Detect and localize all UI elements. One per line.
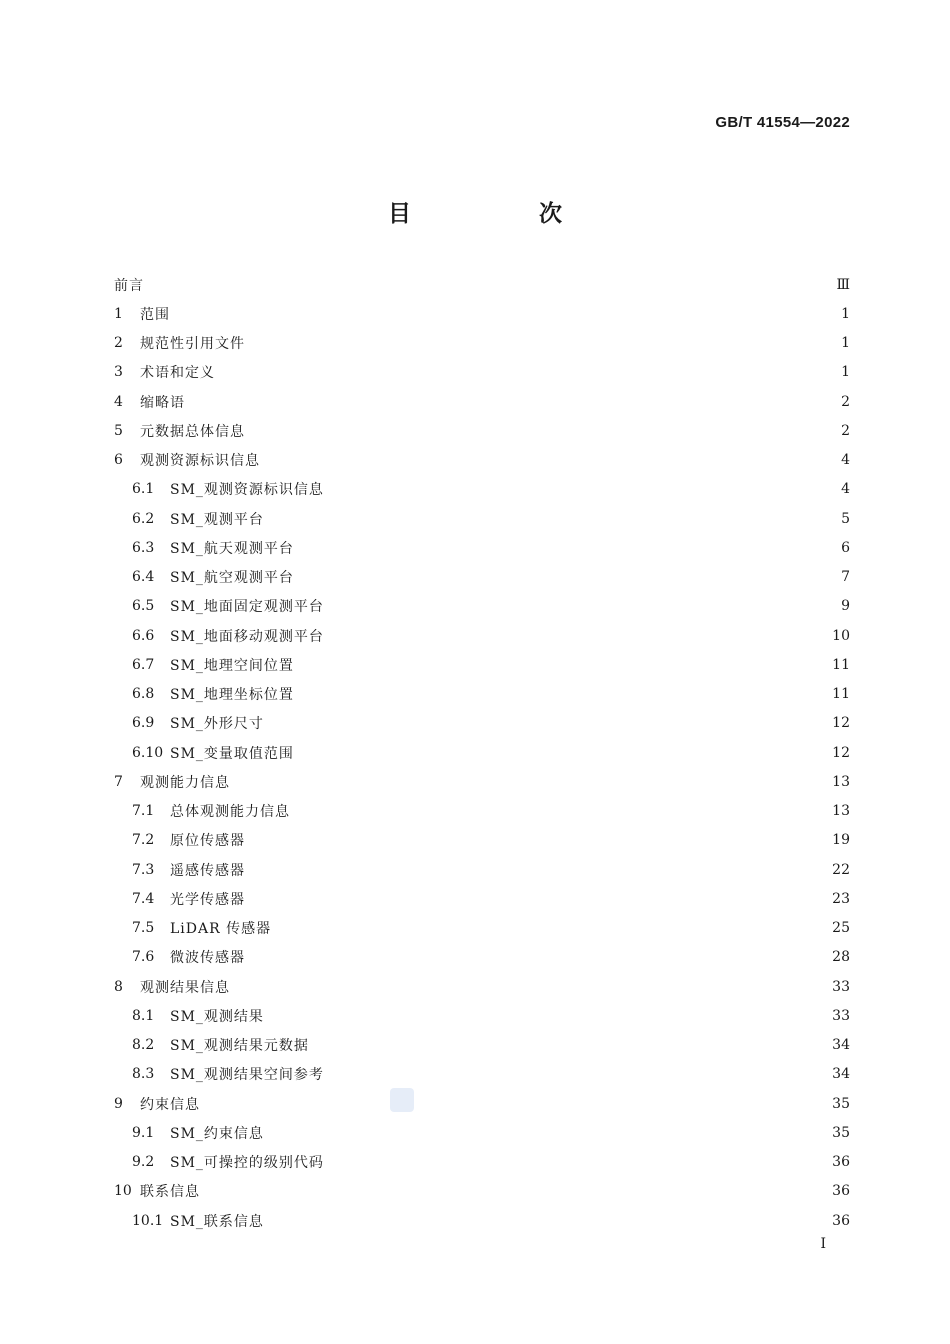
toc-entry[interactable] — [114, 563, 850, 592]
toc-entry-page: 11 — [832, 686, 850, 703]
toc-entry[interactable] — [114, 855, 850, 884]
toc-entry-number: 3 — [114, 364, 123, 381]
toc-entry-title: SM_观测平台 — [170, 511, 264, 528]
toc-entry-page: 1 — [841, 305, 850, 322]
toc-entry-number: 7.1 — [132, 803, 155, 820]
toc-entry[interactable] — [114, 1089, 850, 1118]
toc-entry-title: LiDAR 传感器 — [170, 921, 272, 938]
toc-dot-leader — [332, 629, 824, 643]
toc-dot-leader — [238, 775, 824, 789]
toc-entry-title: SM_地面固定观测平台 — [170, 599, 324, 616]
toc-entry-title: SM_地理空间位置 — [170, 657, 294, 674]
toc-entry-page: 9 — [841, 598, 850, 615]
toc-entry-number: 6.7 — [132, 656, 155, 673]
toc-entry-title: 遥感传感器 — [170, 862, 245, 879]
toc-entry-number: 6 — [114, 452, 123, 469]
toc-entry[interactable] — [114, 621, 850, 650]
toc-entry-title: 光学传感器 — [170, 891, 245, 908]
toc-dot-leader — [332, 1067, 824, 1081]
toc-entry-page: 1 — [841, 364, 850, 381]
toc-dot-leader — [193, 395, 828, 409]
toc-dot-leader — [238, 980, 824, 994]
toc-entry-page: 33 — [832, 978, 850, 995]
toc-entry[interactable] — [114, 884, 850, 913]
toc-entry[interactable] — [114, 1118, 850, 1147]
watermark-logo — [390, 1088, 414, 1112]
toc-entry[interactable] — [114, 475, 850, 504]
toc-dot-leader — [253, 892, 824, 906]
toc-dot-leader — [302, 541, 828, 555]
toc-entry-number: 8.2 — [132, 1037, 155, 1054]
toc-entry-title: 观测资源标识信息 — [140, 453, 260, 470]
toc-entry[interactable] — [114, 1177, 850, 1206]
toc-entry[interactable] — [114, 709, 850, 738]
toc-dot-leader — [208, 1184, 824, 1198]
toc-entry-page: 36 — [832, 1212, 850, 1229]
toc-entry-number: 8.1 — [132, 1007, 155, 1024]
toc-entry-title: SM_航天观测平台 — [170, 540, 294, 557]
toc-entry-number: 6.2 — [132, 510, 155, 527]
toc-entry[interactable] — [114, 1031, 850, 1060]
toc-entry-page: 13 — [832, 803, 850, 820]
toc-entry-title: SM_观测结果 — [170, 1008, 264, 1025]
toc-entry-number: 8.3 — [132, 1066, 155, 1083]
toc-entry-page: 6 — [841, 539, 850, 556]
toc-entry-number: 6.5 — [132, 598, 155, 615]
toc-entry-title: 原位传感器 — [170, 833, 245, 850]
toc-dot-leader — [268, 453, 828, 467]
toc-entry[interactable] — [114, 299, 850, 328]
toc-entry[interactable] — [114, 387, 850, 416]
toc-entry-number: 8 — [114, 978, 123, 995]
toc-dot-leader — [332, 599, 828, 613]
toc-entry-page: 19 — [832, 832, 850, 849]
toc-entry-number: 2 — [114, 335, 123, 352]
toc-entry-number: 6.6 — [132, 627, 155, 644]
toc-entry-number: 7.4 — [132, 890, 155, 907]
toc-entry[interactable] — [114, 270, 850, 299]
toc-entry-number: 7.2 — [132, 832, 155, 849]
toc-entry-title: SM_变量取值范围 — [170, 745, 294, 762]
toc-entry-number: 10 — [114, 1183, 132, 1200]
toc-entry-number: 9.2 — [132, 1154, 155, 1171]
toc-entry[interactable] — [114, 446, 850, 475]
toc-entry-number: 6.9 — [132, 715, 155, 732]
toc-entry-title: SM_地理坐标位置 — [170, 687, 294, 704]
toc-entry-title: 缩略语 — [140, 394, 185, 411]
toc-entry[interactable] — [114, 826, 850, 855]
toc-entry-title: 观测能力信息 — [140, 774, 230, 791]
toc-entry[interactable] — [114, 416, 850, 445]
toc-entry[interactable] — [114, 504, 850, 533]
toc-entry-page: 7 — [841, 569, 850, 586]
toc-entry[interactable] — [114, 1060, 850, 1089]
toc-entry-page: 35 — [832, 1095, 850, 1112]
toc-entry[interactable] — [114, 914, 850, 943]
toc-entry-title: 微波传感器 — [170, 950, 245, 967]
toc-entry-title: SM_观测资源标识信息 — [170, 482, 324, 499]
toc-entry-title: 约束信息 — [140, 1096, 200, 1113]
toc-entry-title: SM_地面移动观测平台 — [170, 628, 324, 645]
toc-entry[interactable] — [114, 943, 850, 972]
toc-entry-number: 7 — [114, 773, 123, 790]
toc-dot-leader — [332, 1155, 824, 1169]
toc-entry-title: 元数据总体信息 — [140, 423, 245, 440]
toc-entry-number: 9 — [114, 1095, 123, 1112]
toc-entry-page: 4 — [841, 481, 850, 498]
toc-entry[interactable] — [114, 972, 850, 1001]
toc-entry-page: 23 — [832, 890, 850, 907]
toc-entry-page: 36 — [832, 1183, 850, 1200]
toc-entry[interactable] — [114, 1206, 850, 1235]
toc-entry[interactable] — [114, 767, 850, 796]
toc-entry-number: 10.1 — [132, 1212, 164, 1229]
toc-entry-title: 总体观测能力信息 — [170, 804, 290, 821]
toc-entry-number: 6.10 — [132, 744, 164, 761]
toc-dot-leader — [272, 1126, 824, 1140]
toc-entry[interactable] — [114, 592, 850, 621]
toc-entry-page: 33 — [832, 1007, 850, 1024]
toc-entry-page: 2 — [841, 422, 850, 439]
toc-entry[interactable] — [114, 533, 850, 562]
toc-dot-leader — [208, 1097, 824, 1111]
toc-entry-page: 36 — [832, 1154, 850, 1171]
toc-entry[interactable] — [114, 1001, 850, 1030]
toc-entry-title: SM_约束信息 — [170, 1125, 264, 1142]
toc-entry-page: 35 — [832, 1124, 850, 1141]
toc-dot-leader — [272, 512, 828, 526]
toc-dot-leader — [178, 307, 828, 321]
toc-entry-page: 34 — [832, 1037, 850, 1054]
toc-entry-number: 4 — [114, 393, 123, 410]
toc-entry-number: 5 — [114, 422, 123, 439]
toc-entry-page: 12 — [832, 715, 850, 732]
toc-dot-leader — [298, 804, 824, 818]
toc-entry-page: 28 — [832, 949, 850, 966]
toc-entry[interactable] — [114, 329, 850, 358]
toc-dot-leader — [253, 336, 828, 350]
toc-dot-leader — [332, 482, 828, 496]
toc-entry-page: 1 — [841, 335, 850, 352]
toc-entry-title: 观测结果信息 — [140, 979, 230, 996]
toc-entry[interactable] — [114, 650, 850, 679]
page-title: 目 次 — [387, 201, 622, 227]
toc-entry-number: 1 — [114, 305, 123, 322]
toc-dot-leader — [253, 863, 824, 877]
toc-dot-leader — [253, 424, 828, 438]
toc-entry-page: 5 — [841, 510, 850, 527]
toc-entry[interactable] — [114, 358, 850, 387]
toc-entry-title: SM_观测结果空间参考 — [170, 1067, 324, 1084]
table-of-contents — [114, 270, 850, 1235]
toc-entry-page: 10 — [832, 627, 850, 644]
toc-entry-number: 6.1 — [132, 481, 155, 498]
toc-dot-leader — [302, 687, 824, 701]
toc-entry-title: 术语和定义 — [140, 365, 215, 382]
toc-entry-title: 前言 — [114, 277, 144, 294]
toc-entry-page: 11 — [832, 656, 850, 673]
toc-entry-number: 7.5 — [132, 920, 155, 937]
toc-entry-page: 13 — [832, 773, 850, 790]
toc-dot-leader — [253, 950, 824, 964]
toc-dot-leader — [279, 921, 824, 935]
document-id: GB/T 41554—2022 — [715, 114, 850, 131]
toc-entry-page: 12 — [832, 744, 850, 761]
toc-dot-leader — [253, 833, 824, 847]
toc-entry-page: 4 — [841, 452, 850, 469]
toc-dot-leader — [317, 1038, 824, 1052]
toc-entry-number: 7.3 — [132, 861, 155, 878]
toc-entry[interactable] — [114, 680, 850, 709]
toc-entry-page: 22 — [832, 861, 850, 878]
toc-dot-leader — [272, 1009, 824, 1023]
toc-entry-page: 34 — [832, 1066, 850, 1083]
toc-entry-title: SM_航空观测平台 — [170, 570, 294, 587]
toc-entry[interactable] — [114, 1148, 850, 1177]
toc-dot-leader — [223, 365, 828, 379]
toc-dot-leader — [272, 1214, 824, 1228]
toc-entry[interactable] — [114, 797, 850, 826]
toc-entry-title: SM_外形尺寸 — [170, 716, 264, 733]
toc-entry-title: 联系信息 — [140, 1184, 200, 1201]
toc-entry-page: Ⅲ — [836, 276, 850, 293]
toc-entry-number: 9.1 — [132, 1124, 155, 1141]
toc-entry-page: 2 — [841, 393, 850, 410]
toc-entry-number: 6.4 — [132, 569, 155, 586]
toc-dot-leader — [272, 716, 824, 730]
toc-entry-page: 25 — [832, 920, 850, 937]
toc-dot-leader — [302, 746, 824, 760]
toc-entry-number: 6.8 — [132, 686, 155, 703]
toc-dot-leader — [152, 278, 828, 292]
toc-entry-title: SM_观测结果元数据 — [170, 1038, 309, 1055]
toc-entry-title: 规范性引用文件 — [140, 336, 245, 353]
page-number: I — [820, 1236, 826, 1252]
toc-entry-number: 7.6 — [132, 949, 155, 966]
toc-dot-leader — [302, 570, 828, 584]
toc-entry[interactable] — [114, 738, 850, 767]
toc-entry-title: SM_可操控的级别代码 — [170, 1155, 324, 1172]
toc-entry-number: 6.3 — [132, 539, 155, 556]
toc-entry-title: 范围 — [140, 306, 170, 323]
toc-dot-leader — [302, 658, 824, 672]
toc-entry-title: SM_联系信息 — [170, 1213, 264, 1230]
